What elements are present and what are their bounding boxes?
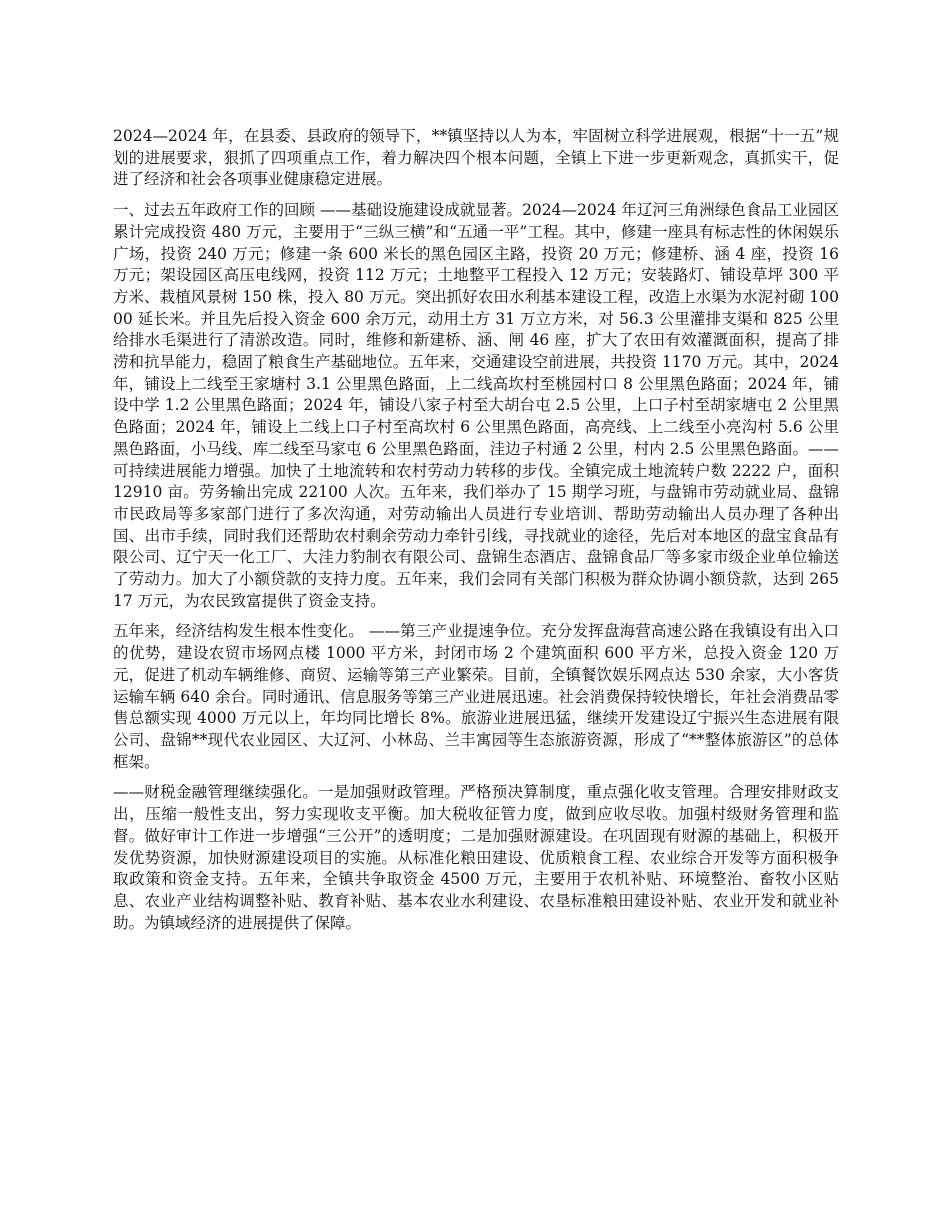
paragraph-finance: ——财税金融管理继续强化。一是加强财政管理。严格预决算制度，重点强化收支管理。合理安排财政支出，压缩一般性支出，努力实现收支平衡。加大税收征管力度，做到应收尽收。加强村级财务管理和监督。做好审计工作进一步增强“三公开”的透明度；二是加强财源建设。在巩固现有财源的基础上，积极开发优势资源，加快财源建设项目的实施。从标准化粮田建设、优质粮食工程、农业综合开发等方面积极争取政策和资金支持。五年来，全镇共争取资金 4500 万元，主要用于农机补贴、环境整治、畜牧小区贴息、农业产业结构调整补贴、教育补贴、基本农业水利建设、农垦标准粮田建设补贴、农业开发和就业补助。为镇域经济的进展提供了保障。 bbox=[113, 783, 839, 932]
paragraph-infrastructure: 一、过去五年政府工作的回顾 ——基础设施建设成就显著。2024—2024 年辽河三角洲绿色食品工业园区累计完成投资 480 万元，主要用于“三纵三横”和“五通一平”工程。其中，修建一座具有标志性的休闲娱乐广场，投资 240 万元；修建一条 600 米长的黑色园区主路，投资 20 万元；修建桥、涵 4 座，投资 16 万元；架设园区高压电线网，投资 112 万元；土地整平工程投入 12 万元；安装路灯、铺设草坪 300 平方米、栽植风景树 150 株，投入 80 万元。突出抓好农田水利基本建设工程，改造上水渠为水泥衬砌 10000 延长米。并且先后投入资金 600 余万元，动用土方 31 万立方米，对 56.3 公里灌排支渠和 825 公里给排水毛渠进行了清淤改造。同时，维修和新建桥、涵、闸 46 座，扩大了农田有效灌溉面积，提高了排涝和抗旱能力，稳固了粮食生产基础地位。五年来，交通建设空前进展，共投资 1170 万元。其中，2024 年，铺设上二线至王家塘村 3.1 公里黑色路面，上二线高坎村至桃园村口 8 公里黑色路面；2024 年，铺设中学 1.2 公里黑色路面；2024 年，铺设八家子村至大胡台屯 2.5 公里，上口子村至胡家塘屯 2 公里黑色路面；2024 年，铺设上二线上口子村至高坎村 6 公里黑色路面，高亮线、上二线至小亮沟村 5.6 公里黑色路面，小马线、库二线至马家屯 6 公里黑色路面，洼边子村通 2 公里，村内 2.5 公里黑色路面。——可持续进展能力增强。加快了土地流转和农村劳动力转移的步伐。全镇完成土地流转户数 2222 户，面积 12910 亩。劳务输出完成 22100 人次。五年来，我们举办了 15 期学习班，与盘锦市劳动就业局、盘锦市民政局等多家部门进行了多次沟通，对劳动输出人员进行专业培训、帮助劳动输出人员办理了各种出国、出市手续，同时我们还帮助农村剩余劳动力牵针引线，寻找就业的途径，先后对本地区的盘宝食品有限公司、辽宁天一化工厂、大洼力豹制衣有限公司、盘锦生态酒店、盘锦食品厂等多家市级企业单位输送了劳动力。加大了小额贷款的支持力度。五年来，我们会同有关部门积极为群众协调小额贷款，达到 26517 万元，为农民致富提供了资金支持。 bbox=[113, 201, 844, 610]
paragraph-intro: 2024—2024 年，在县委、县政府的领导下，**镇坚持以人为本，牢固树立科学进展观，根据“十一五”规划的进展要求，狠抓了四项重点工作，着力解决四个根本问题，全镇上下进一步更新观念，真抓实干，促进了经济和社会各项事业健康稳定进展。 bbox=[113, 127, 839, 189]
document-body bbox=[113, 126, 844, 943]
paragraph-economic-structure: 五年来，经济结构发生根本性变化。 ——第三产业提速争位。充分发挥盘海营高速公路在我镇设有出入口的优势，建设农贸市场网点楼 1000 平方米，封闭市场 2 个建筑面积 600 平方米，总投入资金 120 万元，促进了机动车辆维修、商贸、运输等第三产业繁荣。目前，全镇餐饮娱乐网点达 530 余家，大小客货运输车辆 640 余台。同时通讯、信息服务等第三产业进展迅速。社会消费保持较快增长，年社会消费品零售总额实现 4000 万元以上，年均同比增长 8%。旅游业进展迅猛，继续开发建设辽宁振兴生态进展有限公司、盘锦**现代农业园区、大辽河、小林岛、兰丰寓园等生态旅游资源，形成了“**整体旅游区”的总体框架。 bbox=[113, 622, 839, 771]
